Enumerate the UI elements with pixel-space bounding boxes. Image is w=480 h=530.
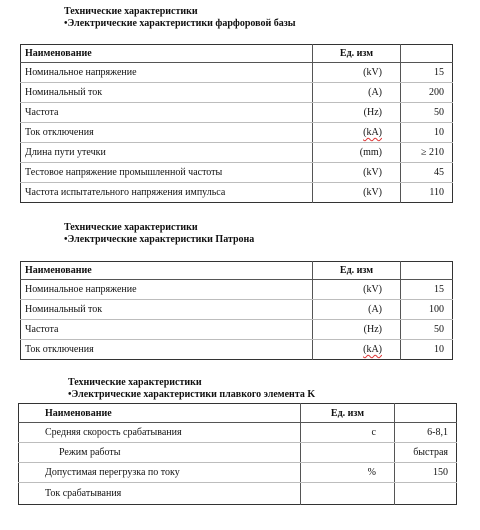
cartridge-table [20, 261, 453, 360]
table-row [19, 443, 457, 463]
row-name: Длина пути утечки [21, 143, 313, 163]
header-value [395, 404, 457, 423]
row-unit: (kV) [313, 183, 401, 203]
row-value: 45 [401, 163, 453, 183]
row-unit: (A) [313, 300, 401, 320]
row-name: Частота [21, 103, 313, 123]
row-name: Ток отключения [21, 340, 313, 360]
row-value: 15 [401, 63, 453, 83]
row-name: Частота испытательного напряжения импульса [21, 183, 313, 203]
header-name: Наименование [19, 404, 301, 423]
table-row [21, 340, 453, 360]
table-header-row [19, 404, 457, 423]
table-row [21, 300, 453, 320]
row-name: Ток срабатывания [19, 483, 301, 505]
row-value: 15 [401, 280, 453, 300]
row-name: Режим работы [19, 443, 301, 463]
row-name: Допустимая перегрузка по току [19, 463, 301, 483]
table-row [19, 463, 457, 483]
header-unit: Ед. изм [313, 262, 401, 280]
section1-heading [64, 6, 296, 30]
table-header-row [21, 262, 453, 280]
section2-heading [64, 222, 254, 246]
row-value: 50 [401, 320, 453, 340]
header-value [401, 262, 453, 280]
row-name: Номинальное напряжение [21, 63, 313, 83]
section1-subtitle: •Электрические характеристики фарфоровой базы [64, 18, 296, 29]
header-name: Наименование [21, 262, 313, 280]
section3-title: Технические характеристики [68, 377, 202, 388]
row-unit: (Hz) [313, 103, 401, 123]
row-name: Средняя скорость срабатывания [19, 423, 301, 443]
section3-heading [68, 377, 315, 401]
row-value: 150 [395, 463, 457, 483]
row-unit: % [301, 463, 395, 483]
table-row [21, 183, 453, 203]
row-value: ≥ 210 [401, 143, 453, 163]
header-unit: Ед. изм [313, 45, 401, 63]
row-name: Частота [21, 320, 313, 340]
row-unit [301, 483, 395, 505]
row-unit: (kV) [313, 163, 401, 183]
section3-subtitle: •Электрические характеристики плавкого элемента K [68, 389, 316, 400]
row-value: 110 [429, 187, 444, 198]
row-unit: (kV) [313, 280, 401, 300]
table-row [21, 143, 453, 163]
row-value [395, 483, 457, 505]
table-row [19, 423, 457, 443]
row-value: 6-8,1 [395, 423, 457, 443]
row-value: 10 [401, 123, 453, 143]
row-unit: (kA) [363, 127, 382, 138]
row-value: 200 [401, 83, 453, 103]
row-unit: с [301, 423, 395, 443]
row-name: Номинальный ток [21, 300, 313, 320]
row-value: 10 [434, 344, 444, 355]
header-value [401, 45, 453, 63]
row-value: быстрая [395, 443, 457, 463]
row-unit [301, 443, 395, 463]
section2-subtitle: •Электрические характеристики Патрона [64, 234, 255, 245]
fuse-element-table [18, 403, 457, 505]
row-name: Ток отключения [21, 123, 313, 143]
table-row [21, 123, 453, 143]
section2-title: Технические характеристики [64, 222, 198, 233]
table-header-row [21, 45, 453, 63]
table-row [21, 320, 453, 340]
row-unit: (mm) [313, 143, 401, 163]
row-value: 100 [401, 300, 453, 320]
section1-title: Технические характеристики [64, 6, 198, 17]
row-unit: (A) [313, 83, 401, 103]
table-row [21, 83, 453, 103]
row-unit: (kV) [313, 63, 401, 83]
table-row [21, 280, 453, 300]
row-unit: (Hz) [313, 320, 401, 340]
row-name: Номинальный ток [21, 83, 313, 103]
row-value: 50 [401, 103, 453, 123]
porcelain-base-table [20, 44, 453, 203]
header-name: Наименование [21, 45, 313, 63]
header-unit: Ед. изм [301, 404, 395, 423]
table-row [19, 483, 457, 505]
table-row [21, 63, 453, 83]
row-unit: (kA) [363, 344, 382, 355]
row-name: Номинальное напряжение [21, 280, 313, 300]
table-row [21, 103, 453, 123]
row-name: Тестовое напряжение промышленной частоты [21, 163, 313, 183]
table-row [21, 163, 453, 183]
